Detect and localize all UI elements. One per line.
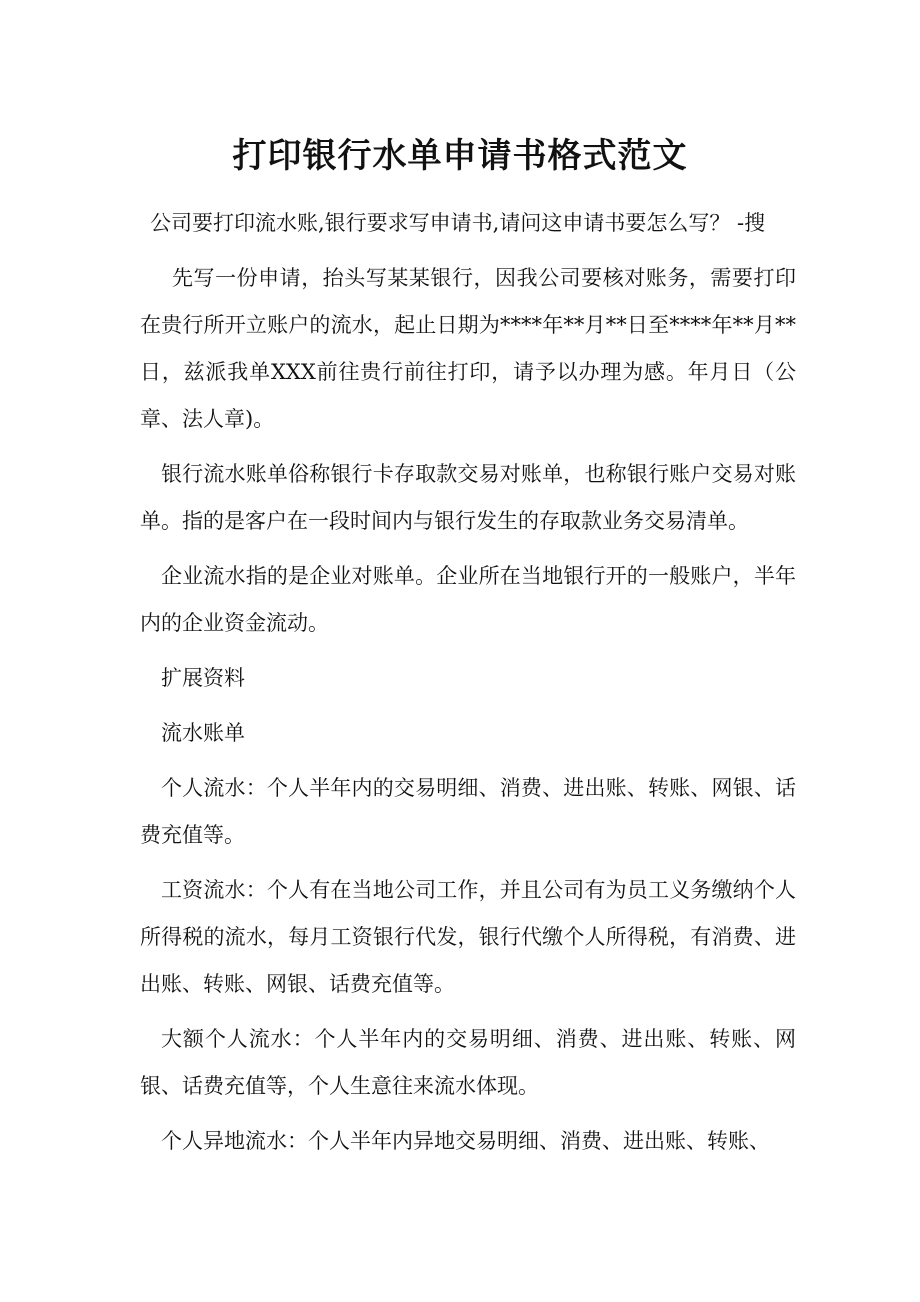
paragraph-answer: 先写一份申请，抬头写某某银行，因我公司要核对账务，需要打印在贵行所开立账户的流水，起止日期为****年**月**日至****年**月**日，兹派我单XXX前往贵行前往打印，请予以办理为感。年月日（公章、法人章)。 bbox=[140, 266, 796, 431]
paragraph-large-personal-statement: 大额个人流水：个人半年内的交易明细、消费、进出账、转账、网银、话费充值等，个人生意往来流水体现。 bbox=[140, 1027, 796, 1098]
paragraph-personal-statement: 个人流水：个人半年内的交易明细、消费、进出账、转账、网银、话费充值等。 bbox=[140, 776, 796, 847]
document-title: 打印银行水单申请书格式范文 bbox=[232, 136, 688, 176]
paragraph-question: 公司要打印流水账,银行要求写申请书,请问这申请书要怎么写？ -搜 bbox=[150, 211, 766, 235]
paragraph-salary-statement: 工资流水：个人有在当地公司工作，并且公司有为员工义务缴纳个人所得税的流水，每月工资银行代发，银行代缴个人所得税，有消费、进出账、转账、网银、话费充值等。 bbox=[140, 878, 796, 996]
paragraph-remote-personal-statement: 个人异地流水：个人半年内异地交易明细、消费、进出账、转账、 bbox=[161, 1129, 770, 1153]
document-body bbox=[140, 200, 796, 1173]
paragraph-enterprise-statement: 企业流水指的是企业对账单。企业所在当地银行开的一般账户，半年内的企业资金流动。 bbox=[140, 564, 796, 635]
paragraph-bank-statement-definition: 银行流水账单俗称银行卡存取款交易对账单，也称银行账户交易对账单。指的是客户在一段时间内与银行发生的存取款业务交易清单。 bbox=[140, 462, 796, 533]
paragraph-statement-heading: 流水账单 bbox=[161, 721, 245, 745]
paragraph-extended-info-heading: 扩展资料 bbox=[161, 666, 245, 690]
